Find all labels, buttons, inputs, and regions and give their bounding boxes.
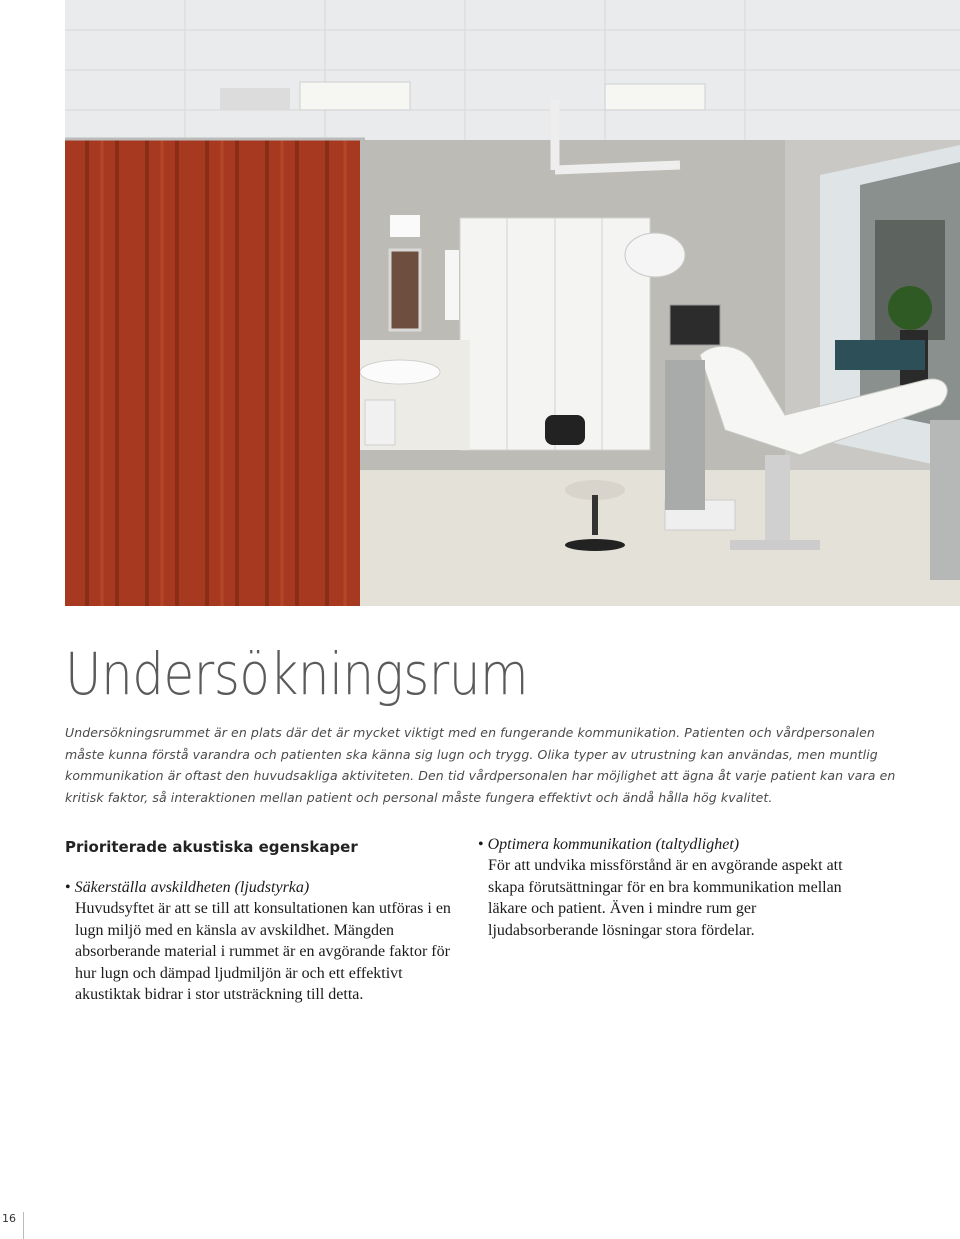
page-number: 16 <box>0 1212 24 1239</box>
examination-room-photo <box>65 0 960 606</box>
page-title: Undersökningsrum <box>65 640 529 708</box>
bullet-communication <box>478 834 868 941</box>
section-heading: Prioriterade akustiska egenskaper <box>65 838 358 856</box>
bullet-title: • Optimera kommunikation (taltydlighet) <box>478 834 868 855</box>
bullet-body: Huvudsyftet är att se till att konsultationen kan utföras i en lugn miljö med en känsla av avskildhet. Mängden absorberande material i rummet är en avgörande faktor för hur lugn och dämpad ljudmiljön är och ett effektivt akustiktak bidrar i stor utsträckning till detta. <box>75 900 451 1003</box>
bullet-title: • Säkerställa avskildheten (ljudstyrka) <box>65 877 460 898</box>
intro-paragraph: Undersökningsrummet är en plats där det är mycket viktigt med en fungerande kommunikation. Patienten och vårdpersonalen måste kunna förstå varandra och patienten ska känna sig lugn och trygg. Olika typer av utrustning kan användas, men muntlig kommunikation är oftast den huvudsakliga aktiviteten. Den tid vårdpersonalen har möjlighet att ägna åt varje patient kan vara en kritisk faktor, så interaktionen mellan patient och personal måste fungera effektivt och ändå hålla hög kvalitet. <box>65 725 896 805</box>
bullet-privacy <box>65 877 460 1006</box>
bullet-body: För att undvika missförstånd är en avgörande aspekt att skapa förutsättningar för en bra kommunikation mellan läkare och patient. Även i mindre rum ger ljudabsorberande lösningar stora fördelar. <box>488 857 843 939</box>
